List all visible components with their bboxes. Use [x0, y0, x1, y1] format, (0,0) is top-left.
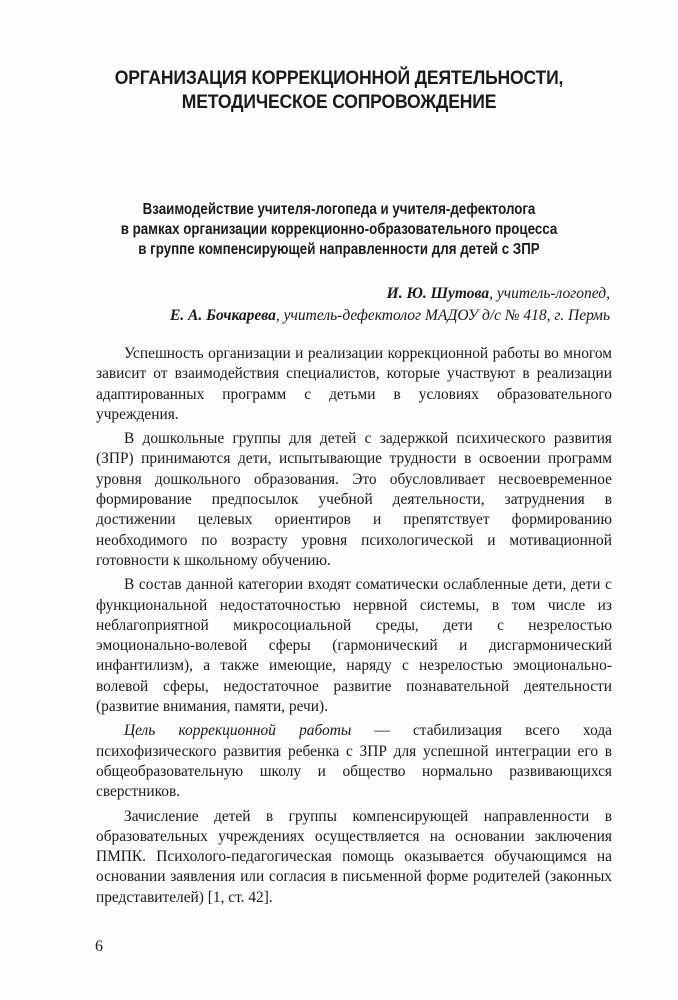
goal-definition: — стабилизация всего хода психофизического развития ребенка с ЗПР для успешной интеграции его в общеобразовательную школу и общество нормально развивающихся сверстников. — [96, 722, 612, 801]
section-title-line-1: ОРГАНИЗАЦИЯ КОРРЕКЦИОННОЙ ДЕЯТЕЛЬНОСТИ, — [114, 67, 564, 89]
goal-term: Цель коррекционной работы — [124, 722, 352, 740]
author-line-1 — [170, 283, 610, 305]
author-name: Е. А. Бочкарева — [169, 307, 276, 324]
paragraph-1: Успешность организации и реализации коррекционной работы во многом зависит от взаимодействия специалистов, которые участвуют в реализации адаптированных программ с детьми в условиях образовательного учреждения. — [96, 345, 612, 423]
section-title — [88, 66, 590, 114]
article-title — [108, 200, 571, 260]
author-role: , учитель-логопед, — [489, 285, 610, 302]
article-title-line-1: Взаимодействие учителя-логопеда и учителя-дефектолога — [142, 201, 536, 218]
section-title-line-2: МЕТОДИЧЕСКОЕ СОПРОВОЖДЕНИЕ — [181, 91, 497, 113]
authors-block — [170, 283, 610, 327]
article-title-line-2: в рамках организации коррекционно-образовательного процесса — [120, 221, 558, 238]
article-title-line-3: в группе компенсирующей направленности для детей с ЗПР — [138, 241, 540, 258]
paragraph-3: В состав данной категории входят соматически ослабленные дети, дети с функциональной недостаточностью нервной системы, в том числе из неблагоприятной микросоциальной среды, дети с незрелостью эмоционально-волевой сферы (гармонический и дисгармонический инфантилизм), а также имеющие, наряду с незрелостью эмоционально-волевой сферы, недостаточное развитие познавательной деятельности (развитие внимания, памяти, речи). — [96, 576, 612, 716]
author-name: И. Ю. Шутова — [386, 285, 490, 302]
author-line-2 — [170, 305, 610, 327]
author-role: , учитель-дефектолог МАДОУ д/с № 418, г. Пермь — [275, 307, 610, 324]
paragraph-5: Зачисление детей в группы компенсирующей направленности в образовательных учреждениях осуществляется на основании заключения ПМПК. Психолого-педагогическая помощь оказывается обучающимся на основании заявления или согласия в письменной форме родителей (законных представителей) [1, ст. 42]. — [96, 807, 612, 906]
paragraph-4 — [96, 721, 612, 802]
paragraph-2: В дошкольные группы для детей с задержкой психического развития (ЗПР) принимаются дети, испытывающие трудности в освоении программ уровня дошкольного образования. Это обусловливает несвоевременное формирование предпосылок учебной деятельности, затруднения в достижении целевых ориентиров и препятствует формированию необходимого по возрасту уровня психологической и мотивационной готовности к школьному обучению. — [96, 430, 612, 569]
page-number: 6 — [95, 938, 103, 955]
article-body — [96, 344, 612, 912]
